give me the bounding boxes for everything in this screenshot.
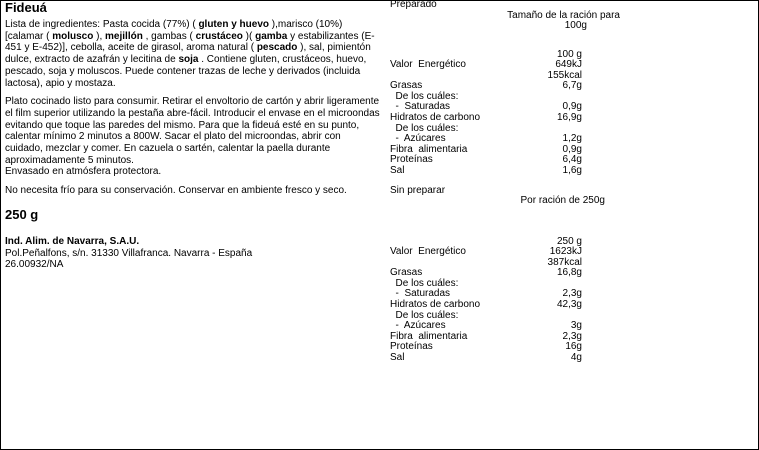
nutrient-value: 0,9g [562,101,582,113]
nutrient-label: De los cuáles: [390,122,459,134]
nutrient-value: 16g [565,341,582,353]
nutrient-label: De los cuáles: [390,90,459,102]
manufacturer-address: Pol.Peñalfons, s/n. 31330 Villafranca. Navarra - España [5,247,253,259]
nutrient-value: 1,2g [562,133,582,145]
nutrient-label: - Saturadas [390,101,451,113]
nutrition-row [390,166,750,177]
ingredient-text: , gambas ( [142,30,196,42]
prepared-serving-value-row [390,21,750,32]
nutrient-value: 0,9g [562,143,582,155]
unprepared-col-header: 250 g [556,236,582,247]
nutrient-label: Sal [390,165,405,176]
product-info-column [5,0,380,271]
nutrient-label: Proteínas [390,154,433,166]
ingredient-text: ),marisco (10%)[calamar ( [5,19,343,42]
nutrient-label: Hidratos de carbono [390,299,481,310]
ingredient-text: ), sal, pimientón dulce, extracto de azafrán y lecitina de [5,42,371,66]
nutrient-value: 649kJ [555,59,582,70]
nutrient-label: Sal [390,352,405,363]
nutrient-label: Hidratos de carbono [390,112,481,123]
allergen-text: crustáceo [195,30,243,42]
nutrient-label: Valor Energético [390,246,466,257]
nutrient-label: Grasas [390,80,423,92]
nutrient-value: 2,3g [562,288,582,300]
nutrient-label: De los cuáles: [390,277,459,289]
nutrient-value: 42,3g [556,299,582,310]
ingredient-text: y estabilizantes (E-451 y E-452)], cebolla, aceite de girasol, aroma natural ( [5,30,375,54]
allergen-text: mejillón [105,30,143,42]
unprepared-serving-row [390,196,750,207]
allergen-text: gluten y huevo [198,19,269,30]
allergen-text: gamba [255,30,288,42]
nutrient-value: 6,7g [562,80,582,92]
nutrient-label: Fibra alimentaria [390,330,468,342]
product-title: Fideuá [5,0,47,15]
prepared-serving-value: 100g [564,20,587,31]
nutrient-label: Valor Energético [390,59,466,70]
nutrient-value: 16,8g [556,267,582,279]
allergen-text: pescado [256,42,298,54]
nutrient-label: Proteínas [390,341,433,353]
nutrition-row [390,353,750,364]
allergen-text: soja [178,54,199,66]
prepared-serving-label: Tamaño de la ración para [507,10,620,21]
prepared-heading: Preparado [390,0,437,10]
unprepared-heading: Sin preparar [390,185,446,196]
nutrient-value: 16,9g [556,112,582,123]
nutrient-label: - Azúcares [390,133,446,145]
packaging-note: Envasado en atmósfera protectora. [5,166,162,178]
preparation-instructions: Plato cocinado listo para consumir. Retirar el envoltorio de cartón y abrir ligeramente el film superior utilizando la pestaña abre-fácil. Introducir el envase en el microondas evitando que toque las paredes del mismo. Para que la fideuá esté en su punto, calentar mínimo 2 minutos a 800W. Sacar el plato del microondas, abrir con cuidado, mezclar y comer. En cazuela o sartén, calentar la paella durante aproximadamente 5 minutos. [5,96,380,166]
nutrient-value: 6,4g [562,154,582,166]
nutrient-value: 1623kJ [549,246,582,257]
nutrient-label: De los cuáles: [390,309,459,321]
nutrient-value: 4g [570,352,582,363]
ingredient-text: Lista de ingredientes: Pasta cocida (77%) ( [5,19,199,30]
prepared-col-header: 100 g [556,49,582,60]
nutrient-label: - Azúcares [390,320,446,332]
ingredient-text: )( [242,30,256,42]
unprepared-serving-label: Por ración de 250g [520,195,605,206]
ingredients-list [5,19,380,89]
manufacturer-name: Ind. Alim. de Navarra, S.A.U. [5,235,140,247]
nutrient-value: 1,6g [562,165,582,176]
nutrient-value: 387kcal [547,256,582,268]
nutrient-value: 3g [570,320,582,332]
nutrient-label: - Saturadas [390,288,451,300]
net-weight: 250 g [5,206,39,222]
ingredient-text: . Contiene gluten, crustáceos, huevo, pescado, soja y moluscos. Puede contener trazas de leche y derivados (incluida lactosa), apio y mostaza. [5,54,367,89]
nutrient-label: Fibra alimentaria [390,143,468,155]
nutrient-value: 2,3g [562,330,582,342]
storage-note: No necesita frío para su conservación. Conservar en ambiente fresco y seco. [5,185,347,197]
ingredient-text: ), [93,30,106,42]
allergen-text: molusco [52,30,94,42]
nutrition-row [390,342,750,353]
registry-code: 26.00932/NA [5,259,64,271]
nutrient-label: Grasas [390,267,423,279]
nutrient-value: 155kcal [547,69,582,81]
